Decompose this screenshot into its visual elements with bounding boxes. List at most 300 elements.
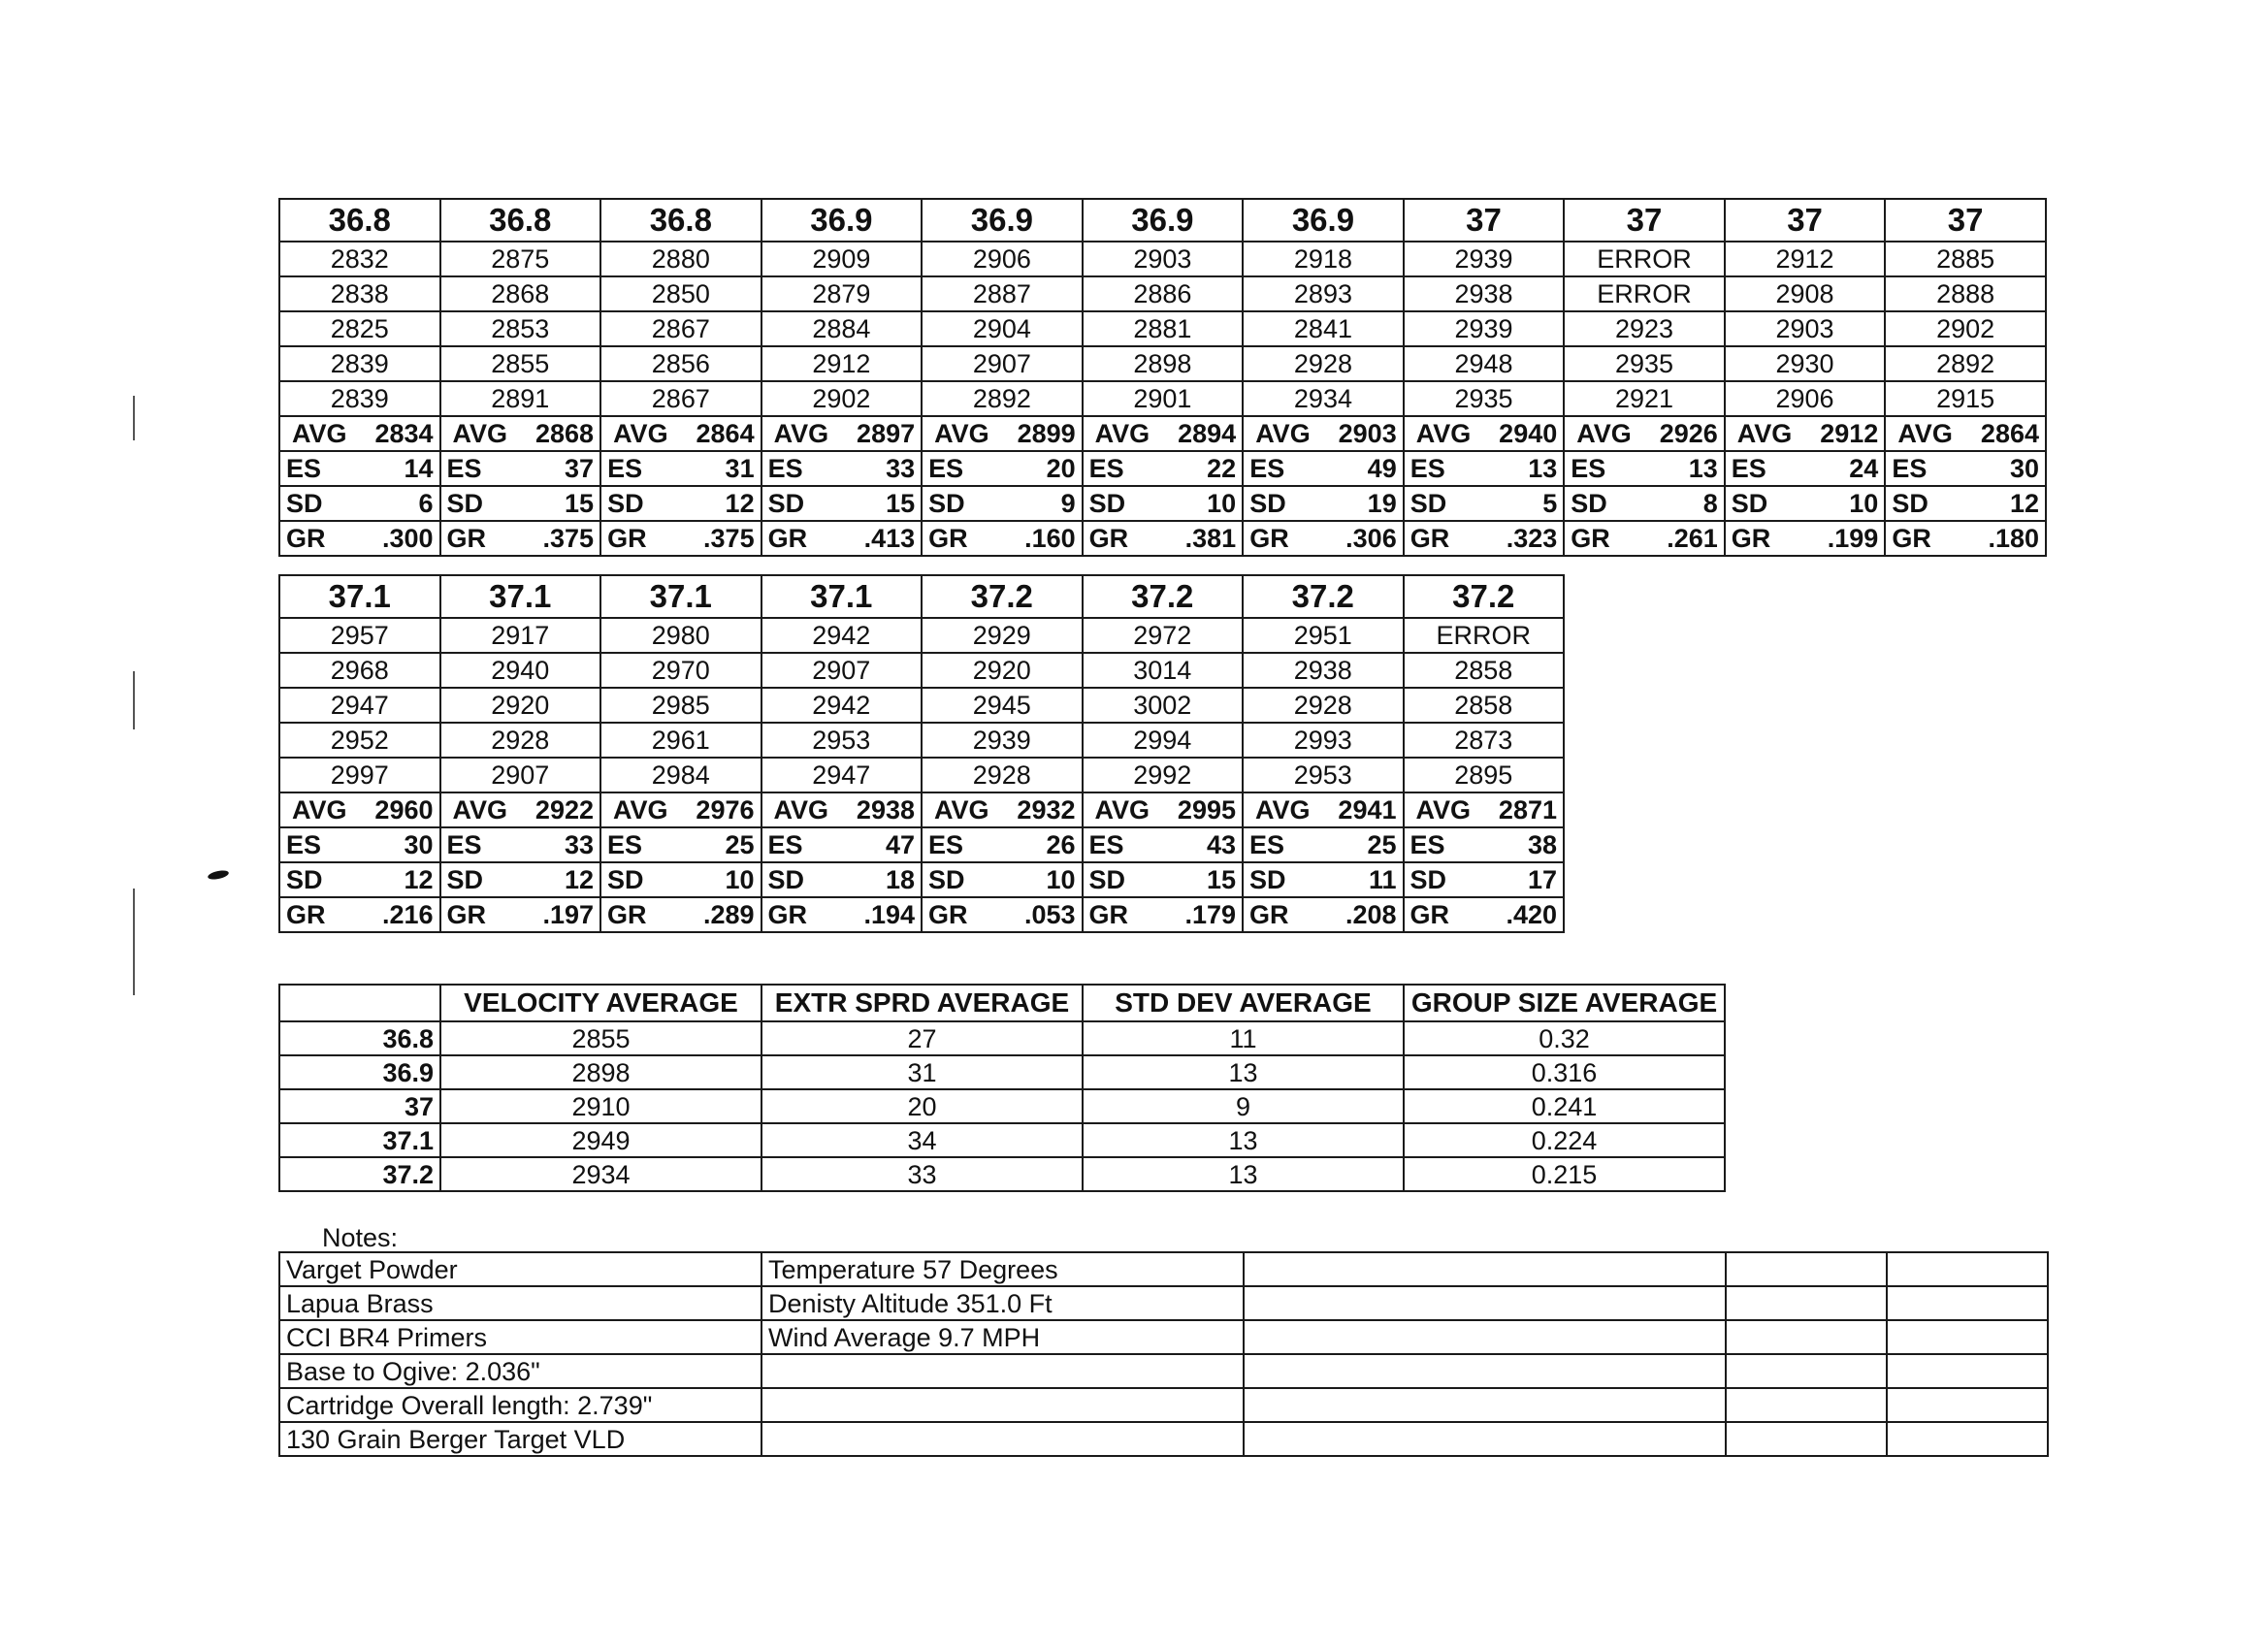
gr-row <box>279 897 1564 932</box>
summary-header-cell <box>279 985 440 1021</box>
velocity-cell: 2930 <box>1725 346 1886 381</box>
velocity-row <box>279 688 1564 723</box>
summary-cell: 34 <box>761 1123 1083 1157</box>
gr-value: .216 <box>381 900 434 929</box>
sd-cell <box>1243 862 1404 897</box>
sd-label: SD <box>1571 489 1607 518</box>
avg-label: AVG <box>1255 795 1311 824</box>
summary-row <box>279 1089 1725 1123</box>
avg-value: 2868 <box>535 419 595 448</box>
es-label: ES <box>1571 454 1606 483</box>
velocity-cell: 2858 <box>1404 688 1565 723</box>
sd-cell <box>1404 862 1565 897</box>
gr-cell <box>922 521 1083 556</box>
es-cell <box>922 827 1083 862</box>
es-label: ES <box>607 830 643 859</box>
velocity-cell: 2942 <box>761 618 923 653</box>
gr-value: .375 <box>703 524 755 553</box>
notes-row <box>279 1286 2048 1320</box>
velocity-cell: 2891 <box>440 381 601 416</box>
summary-cell: 20 <box>761 1089 1083 1123</box>
sd-value: 10 <box>1207 489 1237 518</box>
sd-value: 15 <box>1206 865 1236 894</box>
es-value: 33 <box>886 454 916 483</box>
load-header-cell: 37.2 <box>922 575 1083 618</box>
summary-cell: 0.316 <box>1404 1055 1725 1089</box>
velocity-cell: 2839 <box>279 346 440 381</box>
es-value: 25 <box>725 830 755 859</box>
es-label: ES <box>1409 454 1445 483</box>
gr-value: .197 <box>542 900 594 929</box>
summary-cell: 13 <box>1083 1123 1404 1157</box>
notes-cell: Base to Ogive: 2.036" <box>279 1354 761 1388</box>
summary-cell: 31 <box>761 1055 1083 1089</box>
es-value: 33 <box>564 830 594 859</box>
notes-cell <box>1244 1388 1726 1422</box>
gr-value: .289 <box>702 900 755 929</box>
sd-value: 15 <box>565 489 595 518</box>
velocity-cell: 2951 <box>1243 618 1404 653</box>
velocity-cell: 2947 <box>279 688 440 723</box>
velocity-cell: 2893 <box>1243 276 1404 311</box>
velocity-row <box>279 618 1564 653</box>
load-header-cell: 36.9 <box>1243 199 1404 242</box>
avg-cell <box>1243 792 1404 827</box>
avg-label: AVG <box>292 795 347 824</box>
load-header-cell: 36.9 <box>922 199 1083 242</box>
es-value: 43 <box>1206 830 1236 859</box>
velocity-cell: 2903 <box>1725 311 1886 346</box>
notes-cell <box>761 1388 1244 1422</box>
load-header-row <box>279 575 1564 618</box>
sd-label: SD <box>446 865 484 894</box>
summary-header-cell: EXTR SPRD AVERAGE <box>761 985 1083 1021</box>
summary-load-cell: 36.9 <box>279 1055 440 1089</box>
sd-cell <box>1725 486 1886 521</box>
es-value: 47 <box>885 830 915 859</box>
gr-cell <box>600 897 761 932</box>
avg-cell <box>440 792 601 827</box>
velocity-cell: 2953 <box>1243 758 1404 792</box>
notes-cell: Varget Powder <box>279 1252 761 1286</box>
velocity-cell: 2968 <box>279 653 440 688</box>
sd-cell <box>1083 486 1244 521</box>
avg-value: 2912 <box>1820 419 1879 448</box>
es-value: 30 <box>2009 454 2039 483</box>
velocity-cell: 2867 <box>600 381 761 416</box>
sd-label: SD <box>1731 489 1768 518</box>
velocity-cell: 2888 <box>1885 276 2046 311</box>
velocity-cell: 2853 <box>440 311 601 346</box>
velocity-cell: 2907 <box>761 653 923 688</box>
velocity-cell: 2923 <box>1564 311 1725 346</box>
es-label: ES <box>1409 830 1445 859</box>
velocity-cell: 2901 <box>1083 381 1244 416</box>
notes-cell <box>1887 1422 2048 1456</box>
summary-row <box>279 1021 1725 1055</box>
gr-label: GR <box>286 900 326 929</box>
es-label: ES <box>607 454 643 483</box>
es-cell <box>1083 827 1244 862</box>
sd-label: SD <box>1088 865 1126 894</box>
notes-cell <box>1887 1354 2048 1388</box>
velocity-cell: ERROR <box>1564 242 1725 276</box>
sd-row <box>279 862 1564 897</box>
es-label: ES <box>1088 454 1124 483</box>
avg-value: 2995 <box>1177 795 1236 824</box>
velocity-cell: 2948 <box>1404 346 1565 381</box>
es-value: 13 <box>1528 454 1558 483</box>
avg-value: 2903 <box>1338 419 1397 448</box>
velocity-cell: 2957 <box>279 618 440 653</box>
scan-mark <box>207 869 229 881</box>
velocity-cell: 2855 <box>440 346 601 381</box>
avg-cell <box>761 416 923 451</box>
notes-cell <box>1726 1354 1887 1388</box>
gr-cell <box>1083 897 1244 932</box>
gr-label: GR <box>1088 900 1128 929</box>
es-cell <box>1243 451 1404 486</box>
sd-label: SD <box>1088 489 1126 518</box>
sd-cell <box>279 862 440 897</box>
notes-row <box>279 1422 2048 1456</box>
velocity-cell: 2873 <box>1404 723 1565 758</box>
sd-cell <box>761 486 923 521</box>
sd-cell <box>440 862 601 897</box>
velocity-cell: 2935 <box>1564 346 1725 381</box>
es-cell <box>279 451 440 486</box>
gr-cell <box>440 897 601 932</box>
es-cell <box>761 451 923 486</box>
summary-row <box>279 1123 1725 1157</box>
es-label: ES <box>286 830 322 859</box>
sd-cell <box>279 486 440 521</box>
summary-load-cell: 37.2 <box>279 1157 440 1191</box>
velocity-cell: 2875 <box>440 242 601 276</box>
velocity-cell: 2952 <box>279 723 440 758</box>
sd-value: 10 <box>725 865 755 894</box>
load-header-cell: 36.8 <box>440 199 601 242</box>
sd-value: 6 <box>418 489 434 518</box>
es-value: 22 <box>1207 454 1237 483</box>
load-header-cell: 36.8 <box>600 199 761 242</box>
notes-cell: Lapua Brass <box>279 1286 761 1320</box>
gr-value: .413 <box>863 524 916 553</box>
gr-cell <box>440 521 601 556</box>
es-label: ES <box>1249 830 1285 859</box>
load-header-cell: 37.1 <box>761 575 923 618</box>
sd-cell <box>922 486 1083 521</box>
summary-load-cell: 37 <box>279 1089 440 1123</box>
es-value: 49 <box>1367 454 1397 483</box>
notes-cell <box>1887 1388 2048 1422</box>
gr-value: .323 <box>1506 524 1558 553</box>
summary-cell: 11 <box>1083 1021 1404 1055</box>
summary-header-row <box>279 985 1725 1021</box>
velocity-cell: 2939 <box>1404 242 1565 276</box>
velocity-cell: 2908 <box>1725 276 1886 311</box>
velocity-cell: 2980 <box>600 618 761 653</box>
sd-cell <box>440 486 601 521</box>
sd-label: SD <box>1892 489 1928 518</box>
notes-cell <box>1726 1388 1887 1422</box>
gr-value: .381 <box>1184 524 1237 553</box>
avg-cell <box>1885 416 2046 451</box>
summary-cell: 2898 <box>440 1055 761 1089</box>
gr-cell <box>1243 897 1404 932</box>
sd-label: SD <box>286 489 323 518</box>
gr-value: .261 <box>1667 524 1718 553</box>
gr-cell <box>600 521 761 556</box>
gr-cell <box>279 897 440 932</box>
sd-label: SD <box>286 865 323 894</box>
es-row <box>279 827 1564 862</box>
avg-value: 2897 <box>857 419 916 448</box>
es-cell <box>761 827 923 862</box>
es-value: 31 <box>725 454 755 483</box>
sd-value: 18 <box>885 865 915 894</box>
velocity-cell: 2985 <box>600 688 761 723</box>
sd-cell <box>1243 486 1404 521</box>
velocity-cell: 2940 <box>440 653 601 688</box>
avg-value: 2864 <box>696 419 755 448</box>
velocity-cell: 2938 <box>1243 653 1404 688</box>
gr-label: GR <box>1088 524 1129 553</box>
velocity-cell: 2945 <box>922 688 1083 723</box>
sd-value: 17 <box>1527 865 1557 894</box>
notes-cell: CCI BR4 Primers <box>279 1320 761 1354</box>
notes-cell <box>761 1354 1244 1388</box>
notes-cell <box>1887 1252 2048 1286</box>
avg-label: AVG <box>1576 419 1632 448</box>
velocity-cell: 2892 <box>1885 346 2046 381</box>
velocity-cell: 2880 <box>600 242 761 276</box>
sd-cell <box>1083 862 1244 897</box>
sd-label: SD <box>928 865 965 894</box>
es-label: ES <box>928 830 964 859</box>
avg-label: AVG <box>1897 419 1953 448</box>
es-value: 38 <box>1527 830 1557 859</box>
velocity-cell: 2938 <box>1404 276 1565 311</box>
gr-label: GR <box>767 900 807 929</box>
es-value: 30 <box>404 830 434 859</box>
velocity-cell: 2858 <box>1404 653 1565 688</box>
gr-label: GR <box>607 900 647 929</box>
load-header-cell: 37.1 <box>440 575 601 618</box>
avg-value: 2976 <box>696 795 755 824</box>
notes-cell: Denisty Altitude 351.0 Ft <box>761 1286 1244 1320</box>
velocity-cell: 2921 <box>1564 381 1725 416</box>
avg-label: AVG <box>452 795 508 824</box>
load-header-cell: 37.1 <box>279 575 440 618</box>
avg-cell <box>440 416 601 451</box>
gr-cell <box>1885 521 2046 556</box>
load-header-cell: 37 <box>1725 199 1886 242</box>
avg-value: 2938 <box>856 795 915 824</box>
chrono-table-1 <box>278 198 2047 557</box>
es-cell <box>1885 451 2046 486</box>
es-value: 13 <box>1688 454 1718 483</box>
scan-mark <box>133 396 135 440</box>
es-cell <box>922 451 1083 486</box>
sd-label: SD <box>1249 489 1286 518</box>
velocity-cell: 2939 <box>922 723 1083 758</box>
velocity-cell: 2887 <box>922 276 1083 311</box>
avg-value: 2940 <box>1499 419 1558 448</box>
notes-cell <box>1244 1422 1726 1456</box>
avg-label: AVG <box>773 795 829 824</box>
notes-cell: Cartridge Overall length: 2.739" <box>279 1388 761 1422</box>
notes-cell <box>1244 1354 1726 1388</box>
avg-row <box>279 416 2046 451</box>
load-header-row <box>279 199 2046 242</box>
notes-cell <box>1726 1422 1887 1456</box>
es-cell <box>440 827 601 862</box>
es-value: 20 <box>1046 454 1076 483</box>
velocity-cell: 2898 <box>1083 346 1244 381</box>
velocity-cell: 2906 <box>1725 381 1886 416</box>
gr-row <box>279 521 2046 556</box>
avg-cell <box>1083 416 1244 451</box>
sd-cell <box>922 862 1083 897</box>
avg-cell <box>1564 416 1725 451</box>
summary-cell: 27 <box>761 1021 1083 1055</box>
velocity-cell: 2907 <box>922 346 1083 381</box>
sd-cell <box>1564 486 1725 521</box>
sd-label: SD <box>607 489 644 518</box>
sd-cell <box>600 862 761 897</box>
velocity-cell: 2903 <box>1083 242 1244 276</box>
summary-load-cell: 37.1 <box>279 1123 440 1157</box>
gr-value: .208 <box>1345 900 1397 929</box>
velocity-cell: 2904 <box>922 311 1083 346</box>
gr-label: GR <box>1409 900 1449 929</box>
load-header-cell: 36.9 <box>761 199 923 242</box>
gr-label: GR <box>286 524 326 553</box>
avg-label: AVG <box>292 419 347 448</box>
es-label: ES <box>1731 454 1766 483</box>
summary-cell: 2934 <box>440 1157 761 1191</box>
es-cell <box>1725 451 1886 486</box>
velocity-cell: 2920 <box>922 653 1083 688</box>
es-label: ES <box>928 454 964 483</box>
sd-cell <box>1885 486 2046 521</box>
sd-cell <box>1404 486 1565 521</box>
velocity-cell: 2918 <box>1243 242 1404 276</box>
avg-value: 2932 <box>1017 795 1076 824</box>
sd-value: 11 <box>1368 865 1397 894</box>
avg-cell <box>1083 792 1244 827</box>
summary-cell: 33 <box>761 1157 1083 1191</box>
es-cell <box>1083 451 1244 486</box>
velocity-cell: 2867 <box>600 311 761 346</box>
sd-value: 8 <box>1702 489 1718 518</box>
gr-label: GR <box>446 900 486 929</box>
load-header-cell: 37 <box>1404 199 1565 242</box>
velocity-cell: 2909 <box>761 242 923 276</box>
velocity-cell: 2839 <box>279 381 440 416</box>
velocity-cell: 2917 <box>440 618 601 653</box>
velocity-cell: 2997 <box>279 758 440 792</box>
notes-cell <box>1244 1320 1726 1354</box>
velocity-cell: 2992 <box>1083 758 1244 792</box>
notes-row <box>279 1320 2048 1354</box>
velocity-row <box>279 276 2046 311</box>
gr-value: .179 <box>1184 900 1236 929</box>
velocity-cell: 2972 <box>1083 618 1244 653</box>
gr-cell <box>922 897 1083 932</box>
gr-cell <box>761 521 923 556</box>
velocity-cell: ERROR <box>1564 276 1725 311</box>
chrono-table-2 <box>278 574 1565 933</box>
summary-cell: 2910 <box>440 1089 761 1123</box>
gr-cell <box>1083 521 1244 556</box>
summary-cell: 2949 <box>440 1123 761 1157</box>
sd-label: SD <box>767 489 805 518</box>
notes-cell <box>1726 1252 1887 1286</box>
notes-cell <box>1726 1286 1887 1320</box>
summary-row <box>279 1055 1725 1089</box>
summary-table <box>278 984 1726 1192</box>
load-header-cell: 37 <box>1564 199 1725 242</box>
notes-cell <box>1726 1320 1887 1354</box>
gr-value: .053 <box>1023 900 1076 929</box>
gr-label: GR <box>1409 524 1450 553</box>
avg-label: AVG <box>934 419 989 448</box>
avg-label: AVG <box>1736 419 1793 448</box>
avg-cell <box>279 792 440 827</box>
gr-label: GR <box>446 524 487 553</box>
avg-label: AVG <box>1255 419 1311 448</box>
es-label: ES <box>446 454 482 483</box>
avg-value: 2922 <box>535 795 594 824</box>
es-value: 14 <box>404 454 434 483</box>
velocity-row <box>279 346 2046 381</box>
avg-cell <box>761 792 923 827</box>
load-header-cell: 36.8 <box>279 199 440 242</box>
velocity-cell: 2832 <box>279 242 440 276</box>
velocity-cell: 2881 <box>1083 311 1244 346</box>
velocity-row <box>279 381 2046 416</box>
velocity-cell: 2906 <box>922 242 1083 276</box>
sd-label: SD <box>767 865 805 894</box>
summary-row <box>279 1157 1725 1191</box>
avg-value: 2926 <box>1659 419 1718 448</box>
velocity-cell: 2907 <box>440 758 601 792</box>
velocity-cell: 2994 <box>1083 723 1244 758</box>
velocity-cell: 2915 <box>1885 381 2046 416</box>
sd-value: 10 <box>1046 865 1076 894</box>
gr-label: GR <box>1571 524 1610 553</box>
velocity-cell: 2885 <box>1885 242 2046 276</box>
gr-value: .375 <box>542 524 595 553</box>
es-value: 37 <box>565 454 595 483</box>
velocity-row <box>279 653 1564 688</box>
gr-cell <box>1725 521 1886 556</box>
avg-value: 2894 <box>1178 419 1237 448</box>
gr-label: GR <box>767 524 808 553</box>
notes-label: Notes: <box>322 1223 399 1252</box>
summary-cell: 9 <box>1083 1089 1404 1123</box>
velocity-cell: 2934 <box>1243 381 1404 416</box>
gr-value: .160 <box>1024 524 1076 553</box>
velocity-cell: 2902 <box>1885 311 2046 346</box>
gr-cell <box>1243 521 1404 556</box>
sd-cell <box>761 862 923 897</box>
notes-cell: 130 Grain Berger Target VLD <box>279 1422 761 1456</box>
avg-cell <box>1243 416 1404 451</box>
avg-label: AVG <box>934 795 989 824</box>
